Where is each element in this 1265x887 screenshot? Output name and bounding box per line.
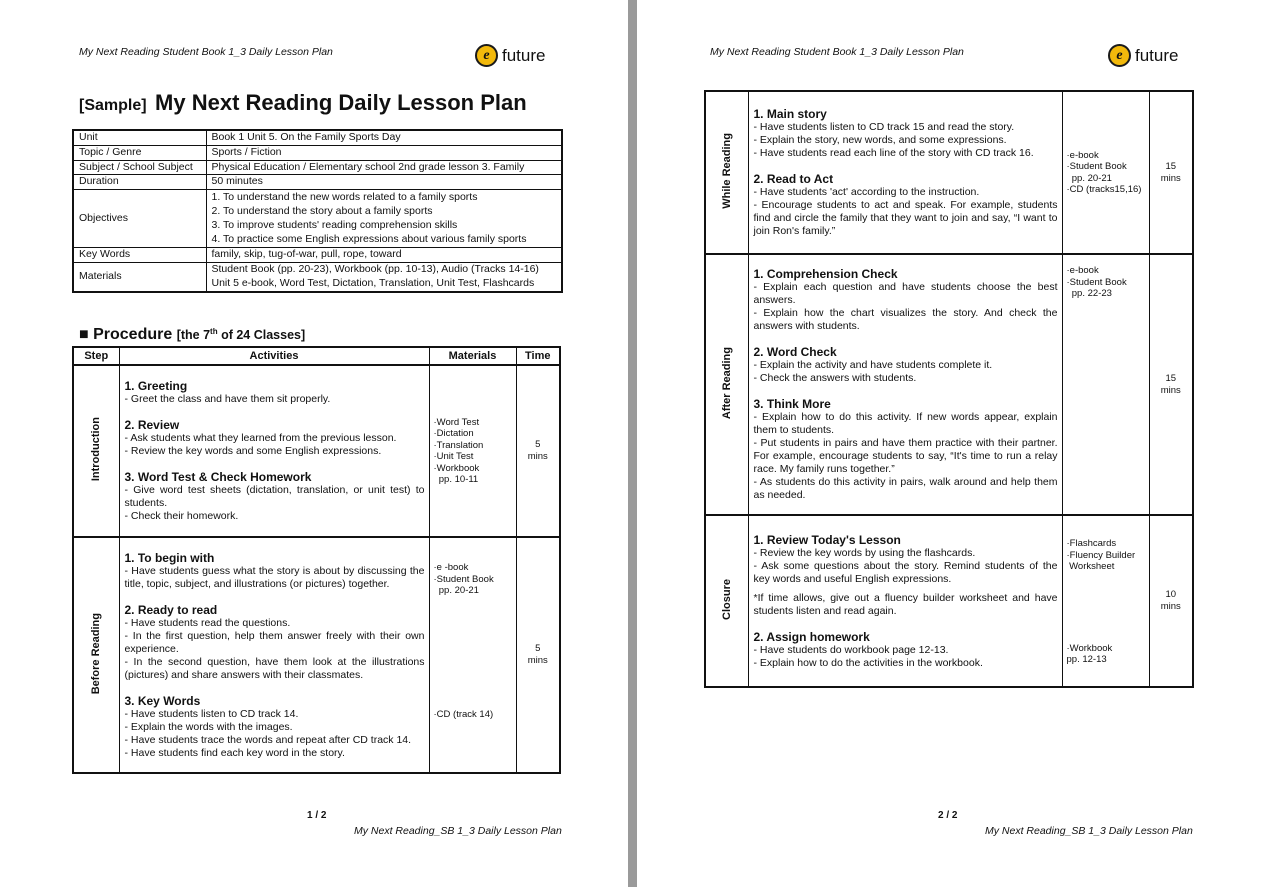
activity-line: - Explain how to do this activity. If new words appear, explain them to students. [753,411,1058,436]
activity-title: 1. To begin with [124,550,215,565]
activity-line: - Give word test sheets (dictation, translation, or unit test) to students. [124,484,425,509]
activity-line: - Check the answers with students. [753,372,917,384]
activity-line: - Have students listen to CD track 14. [124,707,299,720]
col-activities: Activities [119,347,429,365]
step-label: Before Reading [90,612,103,695]
activity-line: - Have students read each line of the story with CD track 16. [753,147,1034,159]
info-value: Physical Education / Elementary school 2nd grade lesson 3. Family [206,160,562,175]
activity-line: - Have students 'act' according to the instruction. [753,186,980,198]
activity-title: 2. Ready to read [124,602,218,617]
activity-title: 1. Greeting [124,379,188,393]
info-key: Materials [73,263,206,292]
info-key: Key Words [73,248,206,263]
step-label: After Reading [720,346,733,420]
materials-cell [1062,515,1149,687]
time-value: 5 [535,643,541,654]
header-doc-ref: My Next Reading Student Book 1_3 Daily Lesson Plan [79,46,333,58]
activities-cell [748,254,1062,515]
material-item: pp. 20-21 [1066,172,1112,184]
activity-line: - Ask some questions about the story. Remind students of the key words and useful English expressions. [753,559,1058,585]
procedure-header-row [73,347,560,365]
materials-cell [429,365,516,537]
step-label: While Reading [720,133,733,209]
step-cell [73,365,119,537]
activity-line: - Have students guess what the story is about by discussing the title, topic, subject, and illustrations (or pictures) together. [124,564,425,590]
material-item: ·Fluency Builder [1066,549,1136,561]
time-value: 15 [1165,160,1177,172]
procedure-table-1 [72,346,561,774]
material-item: ·Dictation [433,428,474,439]
info-row-subject [73,160,562,175]
lesson-info-table [72,129,563,293]
activity-line: - In the second question, have them look at the illustrations (pictures) and share answers with their classmates. [124,655,425,681]
info-row-topic [73,145,562,160]
activities-cell [748,91,1062,254]
procedure-heading [79,326,305,344]
activity-title: 2. Word Check [753,345,837,359]
objective-line: 4. To practice some English expressions about various family sports [211,232,527,245]
activity-line: - Explain each question and have students choose the best answers. [753,281,1058,306]
step-label: Introduction [90,417,103,482]
step-cell [705,515,748,687]
materials-cell [1062,91,1149,254]
activity-line: - Have students listen to CD track 15 and read the story. [753,121,1015,133]
info-row-materials [73,263,562,292]
info-key: Topic / Genre [73,145,206,160]
activity-title: 3. Key Words [124,693,201,708]
info-row-unit [73,130,562,145]
step-label: Closure [720,579,733,620]
objective-line: 1. To understand the new words related to a family sports [211,191,478,204]
subheading-sup: th [210,326,218,336]
activity-line: - Greet the class and have them sit properly. [124,393,331,405]
activity-line: - Explain the story, new words, and some expressions. [753,134,1007,146]
activity-line: - Review the key words by using the flashcards. [753,546,976,559]
material-item: ·Unit Test [433,451,474,462]
info-key: Subject / School Subject [73,160,206,175]
title-sample-tag: [Sample] [79,97,147,114]
material-item: ·e -book [433,562,469,573]
materials-line: Unit 5 e-book, Word Test, Dictation, Translation, Unit Test, Flashcards [211,276,535,289]
col-materials: Materials [429,347,516,365]
activity-title: 3. Word Test & Check Homework [124,470,312,484]
footer-ref: My Next Reading_SB 1_3 Daily Lesson Plan [985,825,1193,837]
time-unit: mins [527,451,548,462]
material-item: ·Student Book [433,573,494,585]
activity-line: - Review the key words and some English expressions. [124,445,382,457]
time-unit: mins [527,655,548,666]
activity-line: - Explain how the chart visualizes the story. And check the answers with students. [753,307,1058,332]
material-item: pp. 22-23 [1066,288,1112,299]
activity-line: *If time allows, give out a fluency builder worksheet and have students listen and read again. [753,591,1058,617]
activity-line: - Have students find each key word in the story. [124,746,345,759]
subheading-post: of 24 Classes] [217,328,306,342]
logo-e-icon: e [475,44,498,67]
page-2 [637,0,1265,887]
activity-line: - Explain the words with the images. [124,720,293,733]
material-item: pp. 10-11 [433,474,479,485]
time-unit: mins [1160,384,1181,396]
activity-line: - Explain how to do the activities in the workbook. [753,656,983,669]
procedure-subheading [177,328,305,342]
footer-ref: My Next Reading_SB 1_3 Daily Lesson Plan [354,825,562,837]
activity-line: - Explain the activity and have students complete it. [753,359,993,371]
col-step: Step [73,347,119,365]
step-row-closure [705,515,1193,687]
materials-line: Student Book (pp. 20-23), Workbook (pp. 10-13), Audio (Tracks 14-16) [211,263,539,276]
activity-line: - Have students trace the words and repeat after CD track 14. [124,733,412,746]
materials-cell [1062,254,1149,515]
info-value [206,263,562,292]
time-value: 10 [1165,589,1177,600]
page-title [79,90,527,116]
material-item: ·CD (tracks15,16) [1066,184,1142,195]
activity-title: 2. Read to Act [753,172,834,186]
activity-line: - As students do this activity in pairs, walk around and help them as needed. [753,476,1058,501]
activities-cell [119,365,429,537]
material-item: ·Flashcards [1066,538,1117,549]
info-key: Objectives [73,190,206,248]
activity-title: 2. Review [124,418,180,432]
info-key: Duration [73,175,206,190]
activity-line: - Have students do workbook page 12-13. [753,643,949,656]
header-doc-ref: My Next Reading Student Book 1_3 Daily Lesson Plan [710,46,964,58]
time-cell [516,365,560,537]
objective-line: 3. To improve students' reading comprehension skills [211,218,458,231]
material-item: ·Word Test [433,416,480,428]
material-item: ·e-book [1066,265,1099,276]
material-item: ·Student Book [1066,161,1127,172]
subheading-pre: [the 7 [176,328,211,342]
activity-line: - Have students read the questions. [124,616,291,629]
step-cell [705,254,748,515]
time-unit: mins [1160,601,1181,612]
activity-line: - Check their homework. [124,510,239,522]
activity-title: 1. Comprehension Check [753,267,898,281]
material-item: ·Student Book [1066,276,1127,288]
logo-text: future [1135,45,1179,65]
objective-line: 2. To understand the story about a family sports [211,204,433,217]
page-number: 1 / 2 [307,810,327,821]
info-value [206,190,562,248]
step-row-while-reading [705,91,1193,254]
material-item: pp. 12-13 [1066,654,1107,665]
time-value: 15 [1165,372,1177,384]
step-row-introduction [73,365,560,537]
step-row-after-reading [705,254,1193,515]
activity-title: 1. Main story [753,107,827,121]
info-value: family, skip, tug-of-war, pull, rope, toward [206,248,562,263]
activity-title: 3. Think More [753,397,831,411]
material-item: ·Translation [433,439,484,451]
title-main: My Next Reading Daily Lesson Plan [155,90,527,115]
info-row-duration [73,175,562,190]
info-value: Sports / Fiction [206,145,562,160]
info-value: Book 1 Unit 5. On the Family Sports Day [206,130,562,145]
col-time: Time [516,347,560,365]
info-key: Unit [73,130,206,145]
activity-line: - Put students in pairs and have them practice with their partner. For example, encourage students to say, “It's time to run a relay race. My family runs together.” [753,437,1058,475]
activity-line: - Ask students what they learned from the previous lesson. [124,432,397,444]
step-row-before-reading [73,537,560,773]
page-number: 2 / 2 [938,810,958,821]
activities-cell [748,515,1062,687]
activities-cell [119,537,429,773]
procedure-table-2 [704,90,1194,688]
efuture-logo [1108,44,1178,67]
efuture-logo [475,44,545,67]
procedure-heading-text: ■ Procedure [79,326,173,343]
activity-line: - Encourage students to act and speak. For example, students find and circle the family that they want to join and say, “I want to join Ron's family.” [753,199,1058,237]
time-unit: mins [1160,172,1181,184]
logo-text: future [502,45,546,65]
material-item: ·Workbook [1066,642,1113,654]
info-row-objectives [73,190,562,248]
info-value: 50 minutes [206,175,562,190]
material-item: ·e-book [1066,149,1099,161]
activity-title: 2. Assign homework [753,629,870,644]
material-item: pp. 20-21 [433,585,479,596]
time-cell [1149,91,1193,254]
time-cell [1149,254,1193,515]
material-item: Worksheet [1066,561,1115,572]
activity-line: - In the first question, help them answer freely with their own experience. [124,629,425,655]
time-cell [1149,515,1193,687]
materials-cell [429,537,516,773]
time-value: 5 [535,439,541,450]
time-cell [516,537,560,773]
page-1 [0,0,628,887]
step-cell [705,91,748,254]
material-item: ·CD (track 14) [433,708,494,720]
material-item: ·Workbook [433,462,480,474]
step-cell [73,537,119,773]
activity-title: 1. Review Today's Lesson [753,532,901,547]
logo-e-icon: e [1108,44,1131,67]
info-row-keywords [73,248,562,263]
